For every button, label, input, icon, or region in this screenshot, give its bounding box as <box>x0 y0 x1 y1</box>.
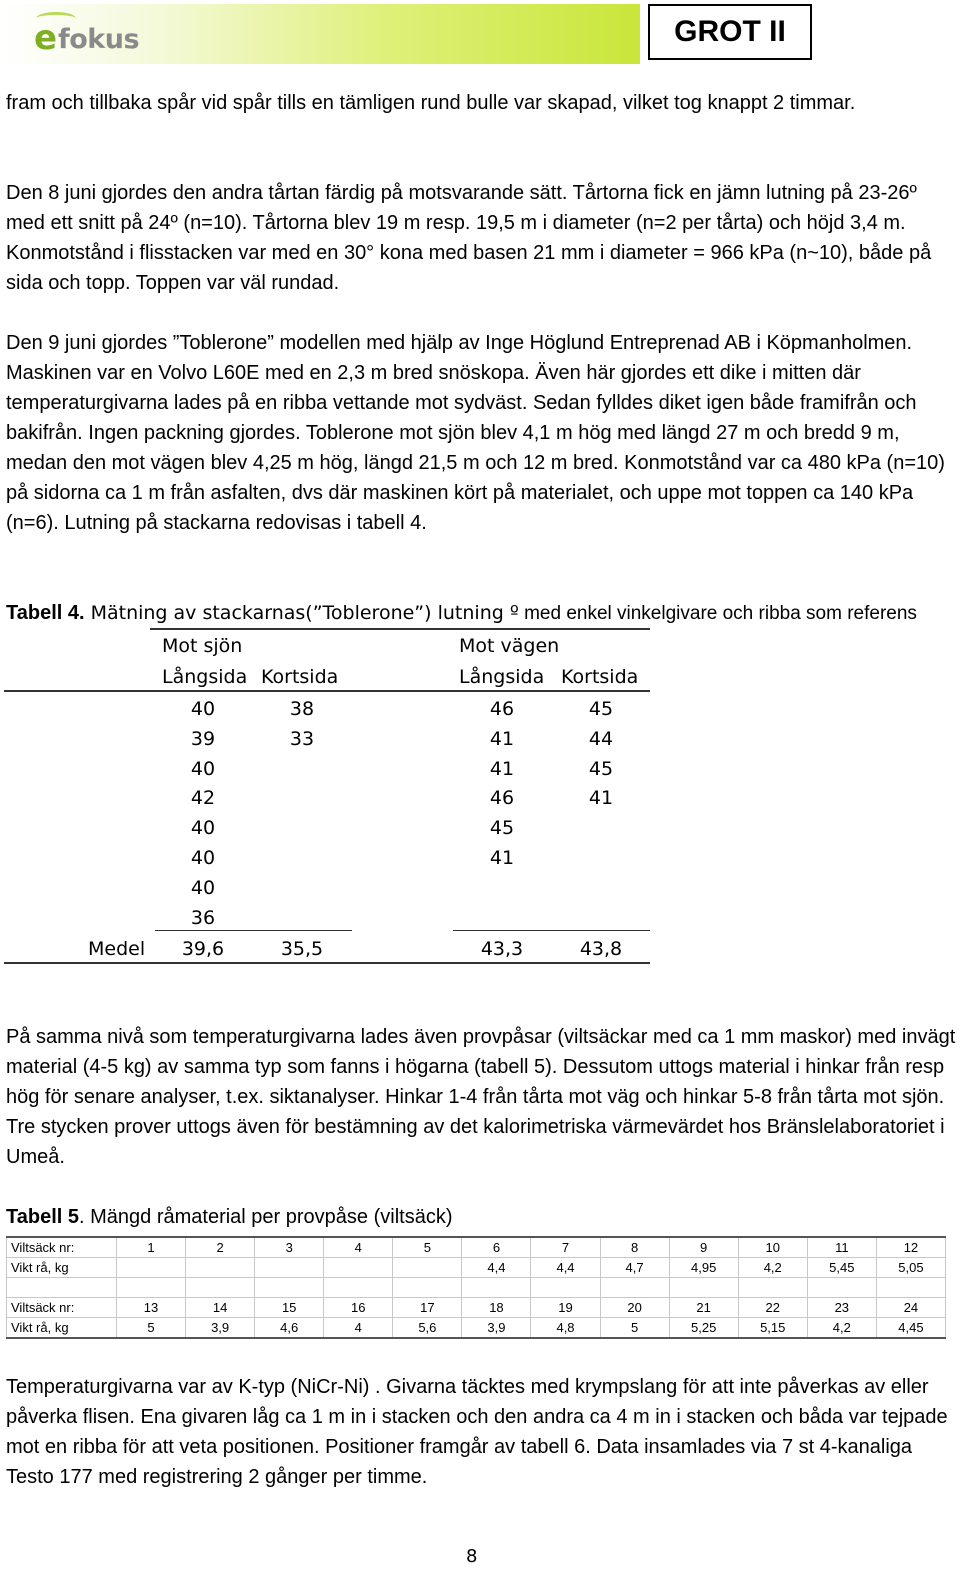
table-row-empty <box>7 1278 946 1298</box>
table-cell: 46 <box>489 787 515 809</box>
table4-caption: Tabell 4. Mätning av stackarnas(”Toblerone”) lutning º med enkel vinkelgivare och ribba som referens <box>6 602 917 624</box>
table-cell: 40 <box>190 758 216 780</box>
table-cell: 21 <box>669 1298 738 1318</box>
table-cell: 40 <box>190 817 216 839</box>
table4-sum-rule-sjon <box>155 930 352 931</box>
table-cell: 44 <box>588 728 614 750</box>
table-cell: 5 <box>393 1237 462 1258</box>
table-cell: 41 <box>489 728 515 750</box>
table-cell: 38 <box>289 698 315 720</box>
table-cell: 4,4 <box>462 1258 531 1278</box>
paragraph-2: Den 8 juni gjordes den andra tårtan färdig på motsvarande sätt. Tårtorna fick en jämn lutning på 23-26º med ett snitt på 24º (n=10). Tårtorna blev 19 m resp. 19,5 m i diameter (n=2 per tårta) och höjd 3,4 m. Konmotstånd i flisstacken var med en 30° kona med basen 21 mm i diameter = 966 kPa (n~10), både på sida och topp. Toppen var väl rundad. <box>6 182 932 294</box>
table-cell: 4,45 <box>876 1318 945 1339</box>
table4-medel-value: 43,3 <box>480 938 524 960</box>
table4-medel-label: Medel <box>88 938 146 960</box>
page-number: 8 <box>466 1546 478 1567</box>
table-cell: 11 <box>807 1237 876 1258</box>
table-cell: 24 <box>876 1298 945 1318</box>
table-cell: 14 <box>186 1298 255 1318</box>
table4-medel-value: 39,6 <box>181 938 225 960</box>
table-row <box>7 1318 946 1339</box>
table4-caption-label: Tabell 4. <box>6 602 85 624</box>
table-cell: 7 <box>531 1237 600 1258</box>
table-cell: 20 <box>600 1298 669 1318</box>
table-cell: 16 <box>324 1298 393 1318</box>
table-cell: 17 <box>393 1298 462 1318</box>
paragraph-4: På samma nivå som temperaturgivarna lades även provpåsar (viltsäckar med ca 1 mm maskor) med invägt material (4-5 kg) av samma typ som fanns i högarna (tabell 5). Dessutom uttogs material i hinkar från resp hög för senare analyser, t.ex. siktanalyser. Hinkar 1-4 från tårta mot väg och hinkar 5-8 från tårta mot sjön. Tre stycken prover uttogs även för bestämning av det kalorimetriska värmevärdet hos Bränslelaboratoriet i Umeå. <box>6 1026 956 1168</box>
table-cell: 4 <box>324 1237 393 1258</box>
table-cell: 9 <box>669 1237 738 1258</box>
table5-row-label: Viltsäck nr: <box>7 1237 117 1258</box>
table4-sum-rule-vagen <box>453 930 650 931</box>
table-cell: 4,95 <box>669 1258 738 1278</box>
logo-text: fokus <box>58 24 140 55</box>
table-cell: 5 <box>600 1318 669 1339</box>
table-cell: 19 <box>531 1298 600 1318</box>
table-cell: 1 <box>117 1237 186 1258</box>
table4-col-kortsida-vagen: Kortsida <box>561 666 639 688</box>
table-cell: 3,9 <box>462 1318 531 1339</box>
table-cell: 40 <box>190 847 216 869</box>
paragraph-1: fram och tillbaka spår vid spår tills en tämligen rund bulle var skapad, vilket tog knappt 2 timmar. <box>6 92 856 114</box>
table-cell: 33 <box>289 728 315 750</box>
table4-header-rule <box>4 690 650 692</box>
paragraph-5: Temperaturgivarna var av K-typ (NiCr-Ni) . Givarna täcktes med krympslang för att inte påverkas av eller påverka flisen. Ena givaren låg ca 1 m in i stacken och den andra ca 4 m in i stacken och båda var tejpade mot en ribba för att veta positionen. Positioner framgår av tabell 6. Data insamlades via 7 st 4-kanaliga Testo 177 med registrering 2 gånger per timme. <box>6 1376 948 1488</box>
table-row <box>7 1298 946 1318</box>
table-row <box>7 1237 946 1258</box>
table-cell: 4,7 <box>600 1258 669 1278</box>
table-cell: 41 <box>588 787 614 809</box>
table-cell: 10 <box>738 1237 807 1258</box>
table5-caption: Tabell 5. Mängd råmaterial per provpåse (viltsäck) <box>6 1206 453 1228</box>
table-cell: 15 <box>255 1298 324 1318</box>
table-cell: 22 <box>738 1298 807 1318</box>
paragraph-3: Den 9 juni gjordes ”Toblerone” modellen med hjälp av Inge Höglund Entreprenad AB i Köpmanholmen. Maskinen var en Volvo L60E med en 2,3 m bred snöskopa. Även här gjordes ett dike i mitten där temperaturgivarna lades på en ribba vettande mot sydväst. Sedan fylldes diket igen både framifrån och bakifrån. Ingen packning gjordes. Toblerone mot sjön blev 4,1 m hög med längd 27 m och bredd 9 m, medan den mot vägen blev 4,25 m hög, längd 21,5 m och 12 m bred. Konmotstånd var ca 480 kPa (n=10) på sidorna ca 1 m från asfalten, dvs där maskinen kört på materialet, och uppe mot toppen ca 140 kPa (n=6). Lutning på stackarna redovisas i tabell 4. <box>6 332 945 534</box>
table-cell: 5 <box>117 1318 186 1339</box>
table-cell: 41 <box>489 758 515 780</box>
table4-col-langsida-sjon: Långsida <box>162 666 248 688</box>
table-cell: 36 <box>190 907 216 929</box>
table4-col-langsida-vagen: Långsida <box>459 666 545 688</box>
table-cell: 2 <box>186 1237 255 1258</box>
table-cell: 41 <box>489 847 515 869</box>
table-cell: 4,2 <box>738 1258 807 1278</box>
table4-bottom-rule <box>4 962 650 964</box>
table5-row-label: Viltsäck nr: <box>7 1298 117 1318</box>
table-cell: 6 <box>462 1237 531 1258</box>
table-cell: 13 <box>117 1298 186 1318</box>
table-cell: 5,6 <box>393 1318 462 1339</box>
table-cell <box>117 1258 186 1278</box>
table5-caption-label: Tabell 5 <box>6 1206 79 1228</box>
table4-group-vagen: Mot vägen <box>459 635 560 657</box>
table4-medel-value: 35,5 <box>280 938 324 960</box>
table5-row-label: Vikt rå, kg <box>7 1318 117 1339</box>
table-row <box>7 1258 946 1278</box>
table4-medel-value: 43,8 <box>579 938 623 960</box>
table4-col-kortsida-sjon: Kortsida <box>261 666 339 688</box>
table-cell <box>324 1258 393 1278</box>
table-cell: 5,15 <box>738 1318 807 1339</box>
table-cell: 4,2 <box>807 1318 876 1339</box>
table4-top-rule <box>150 628 650 630</box>
table-cell: 45 <box>588 758 614 780</box>
table-cell: 45 <box>588 698 614 720</box>
table-cell: 4,8 <box>531 1318 600 1339</box>
table4-group-sjon: Mot sjön <box>162 635 243 657</box>
table-cell <box>393 1258 462 1278</box>
table-cell: 3,9 <box>186 1318 255 1339</box>
table-cell: 12 <box>876 1237 945 1258</box>
table-cell: 5,05 <box>876 1258 945 1278</box>
table-cell: 5,25 <box>669 1318 738 1339</box>
table-cell: 45 <box>489 817 515 839</box>
table-cell: 4 <box>324 1318 393 1339</box>
table-cell: 46 <box>489 698 515 720</box>
logo-e: e <box>34 18 57 58</box>
table-cell <box>186 1258 255 1278</box>
table-cell: 40 <box>190 698 216 720</box>
table-cell: 4,6 <box>255 1318 324 1339</box>
table5 <box>6 1236 946 1339</box>
grot-badge-label: GROT II <box>674 15 786 48</box>
table5-row-label: Vikt rå, kg <box>7 1258 117 1278</box>
table-cell: 8 <box>600 1237 669 1258</box>
table-cell: 3 <box>255 1237 324 1258</box>
table-cell <box>255 1258 324 1278</box>
table-cell: 42 <box>190 787 216 809</box>
table-cell: 4,4 <box>531 1258 600 1278</box>
table-cell: 23 <box>807 1298 876 1318</box>
table-cell: 40 <box>190 877 216 899</box>
table-cell: 18 <box>462 1298 531 1318</box>
table-cell: 5,45 <box>807 1258 876 1278</box>
table-cell: 39 <box>190 728 216 750</box>
